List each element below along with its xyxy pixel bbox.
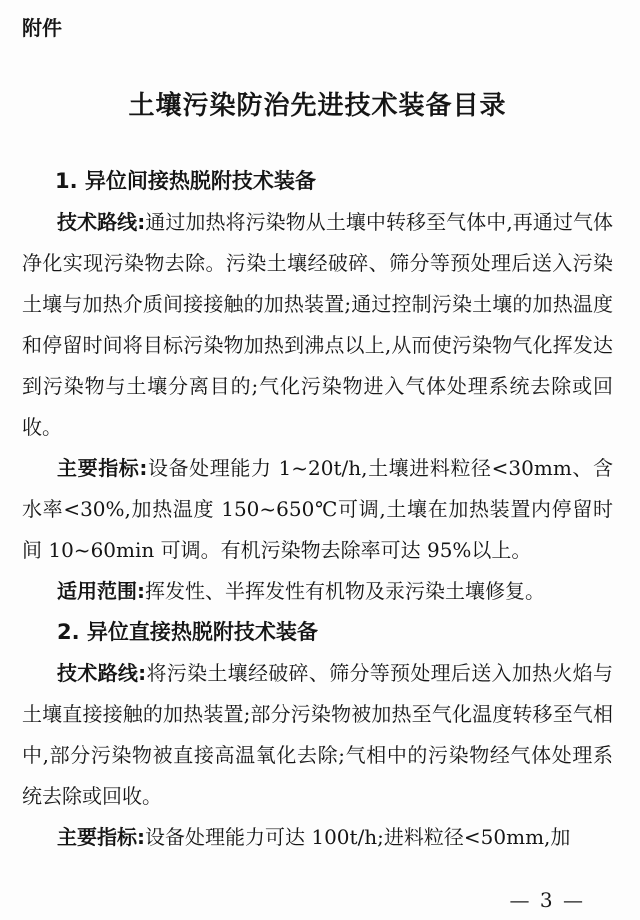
paragraph-label-tech-route: 技术路线:	[57, 210, 146, 234]
document-title: 土壤污染防治先进技术装备目录	[128, 91, 507, 121]
paragraph-label-scope: 适用范围:	[57, 579, 145, 603]
paragraph-label-key-indicators: 主要指标:	[57, 456, 148, 480]
section-1-paragraph-key-indicators	[22, 448, 613, 571]
paragraph-text-tech-route: 通过加热将污染物从土壤中转移至气体中,再通过气体净化实现污染物去除。污染土壤经破碎、筛分等预处理后送入污染土壤与加热介质间接接触的加热装置;通过控制污染土壤的加热温度和停留时间将目标污染物加热到沸点以上,从而使污染物气化挥发达到污染物与土壤分离目的;气化污染物进入气体处理系统去除或回收。	[22, 210, 613, 439]
paragraph-label-key-indicators-2: 主要指标:	[57, 825, 145, 849]
section-1-paragraph-tech-route	[22, 202, 613, 448]
section-1-paragraph-scope	[22, 571, 613, 612]
paragraph-text-scope: 挥发性、半挥发性有机物及汞污染土壤修复。	[145, 579, 545, 603]
section-1-heading: 1. 异位间接热脱附技术装备	[55, 169, 316, 193]
section-2-paragraph-key-indicators	[22, 817, 613, 858]
paragraph-text-key-indicators: 设备处理能力 1~20t/h,土壤进料粒径<30mm、含水率<30%,加热温度 150~650℃可调,土壤在加热装置内停留时间 10~60min 可调。有机污染物去除率可达 95%以上。	[22, 456, 613, 562]
attachment-label: 附件	[22, 16, 62, 40]
paragraph-text-tech-route-2: 将污染土壤经破碎、筛分等预处理后送入加热火焰与土壤直接接触的加热装置;部分污染物被加热至气化温度转移至气相中,部分污染物被直接高温氧化去除;气相中的污染物经气体处理系统去除或回收。	[22, 661, 614, 808]
section-2-paragraph-tech-route	[22, 653, 613, 817]
paragraph-text-key-indicators-2: 设备处理能力可达 100t/h;进料粒径<50mm,加	[145, 825, 571, 849]
paragraph-label-tech-route-2: 技术路线:	[57, 661, 147, 685]
section-2-heading: 2. 异位直接热脱附技术装备	[57, 620, 318, 644]
page-number: — 3 —	[509, 888, 585, 912]
document-body	[22, 202, 613, 858]
